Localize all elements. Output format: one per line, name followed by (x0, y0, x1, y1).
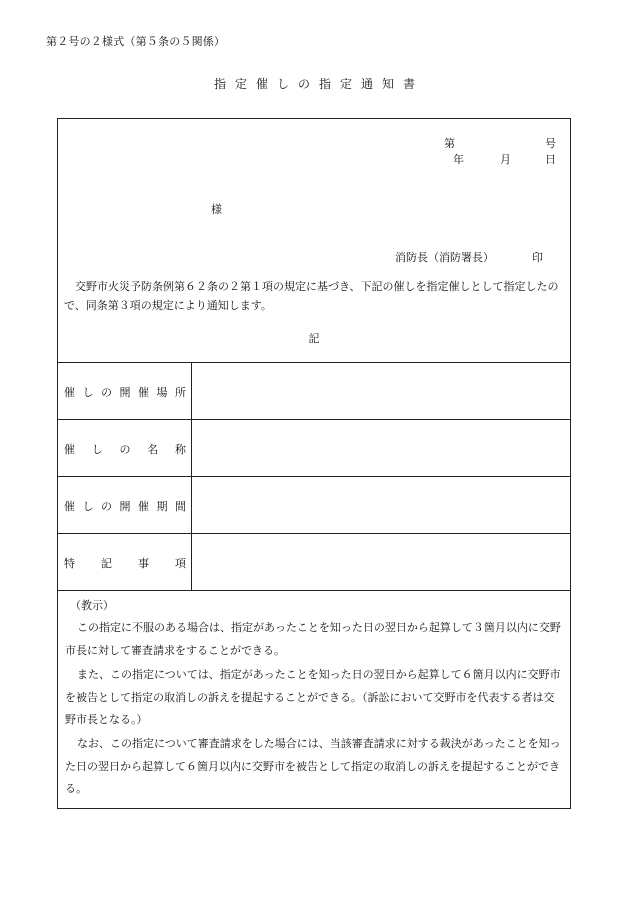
field-row-remarks (58, 533, 570, 591)
document-number-row (444, 135, 556, 151)
field-label-venue: 催 し の 開 催 場 所 (58, 363, 192, 420)
field-label-event-name: 催 し の 名 称 (58, 420, 192, 477)
field-row-event-name (58, 419, 570, 477)
appeal-notice-paragraph: また、この指定については、指定があったことを知った日の翌日から起算して６箇月以内に交野市を被告として指定の取消しの訴えを提起することができる。（訴訟において交野市を代表する者は交野市長となる。） (65, 668, 561, 726)
number-prefix: 第 (444, 137, 455, 150)
issuer-title: 消防長（消防署長） (395, 251, 494, 264)
field-row-venue (58, 362, 570, 420)
field-value-event-name[interactable] (193, 420, 570, 477)
appeal-notice-paragraph: この指定に不服のある場合は、指定があったことを知った日の翌日から起算して３箇月以内に交野市長に対して審査請求をすることができる。 (65, 621, 561, 657)
notice-form-frame (57, 118, 571, 809)
field-value-period[interactable] (193, 477, 570, 534)
ki-heading: 記 (308, 332, 320, 345)
header-section (58, 119, 570, 362)
appeal-notice-heading: （教示） (70, 599, 114, 612)
date-year: 年 (453, 153, 464, 166)
field-value-remarks[interactable] (193, 534, 570, 591)
number-suffix: 号 (545, 137, 556, 150)
date-row (453, 151, 556, 167)
field-label-period: 催 し の 開 催 期 間 (58, 477, 192, 534)
addressee-suffix: 様 (211, 203, 222, 216)
notification-body: 交野市火災予防条例第６２条の２第１項の規定に基づき、下記の催しを指定催しとして指定したので、同条第３項の規定により通知します。 (64, 280, 559, 312)
appeal-notice-paragraph: なお、この指定について審査請求をした場合には、当該審査請求に対する裁決があったことを知った日の翌日から起算して６箇月以内に交野市を被告として指定の取消しの訴えを提起することができる。 (65, 737, 561, 795)
date-day: 日 (545, 153, 556, 166)
document-title: 指定催しの指定通知書 (213, 77, 424, 91)
field-label-remarks: 特 記 事 項 (58, 534, 192, 591)
appeal-notice-section (58, 590, 570, 810)
field-value-venue[interactable] (193, 363, 570, 420)
issuer-line (395, 249, 543, 265)
field-row-period (58, 476, 570, 534)
form-number-label: 第２号の２様式（第５条の５関係） (46, 35, 226, 48)
seal-mark: 印 (532, 251, 543, 264)
date-month: 月 (500, 153, 511, 166)
